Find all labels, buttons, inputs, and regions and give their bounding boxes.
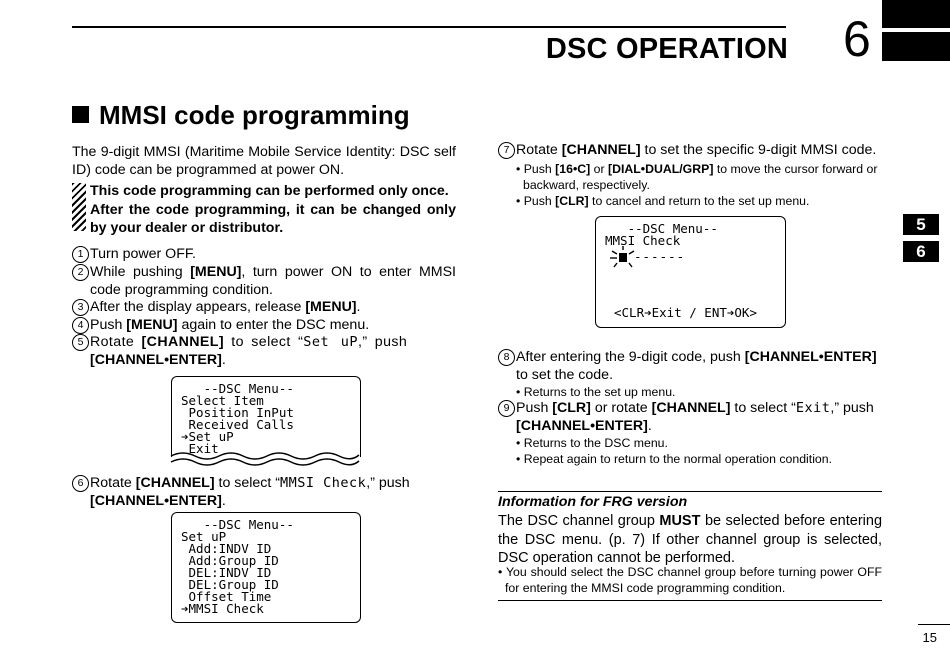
section-title [72, 100, 410, 131]
lcd-line: Select Item [181, 393, 264, 408]
step-number: 9 [498, 400, 515, 417]
lcd-torn-edge [168, 450, 362, 470]
step-number: 1 [72, 246, 89, 263]
step-7-bullet-1 [516, 161, 882, 193]
lcd-line: --DSC Menu-- [181, 517, 294, 532]
header-rule [72, 26, 786, 28]
chapter-number: 6 [843, 11, 871, 67]
square-bullet-icon [72, 106, 89, 123]
step-number: 4 [72, 317, 89, 334]
key-16c: [16•C] [555, 161, 591, 176]
lcd-text-set-up: Set uP [303, 334, 358, 350]
frg-bottom-rule [498, 600, 882, 601]
frg-text: be selected before entering the DSC menu. (p. 7) If other channel group is selected, DSC operation cannot be performed. [498, 513, 883, 566]
step-9 [498, 400, 882, 467]
step-text: to select “ [730, 400, 796, 416]
step-text: ,” push [358, 334, 408, 350]
lcd-line: Received Calls [181, 417, 294, 432]
chapter-tab-5[interactable]: 5 [903, 214, 939, 235]
bullet-text: • Push [516, 161, 556, 176]
lcd-digit-placeholders: ------ [634, 249, 686, 264]
lcd-line: --DSC Menu-- [181, 381, 294, 396]
step-text: again to enter the DSC menu. [177, 317, 370, 333]
step-text: Turn power OFF. [90, 246, 196, 262]
lcd-line: DEL:INDV ID [181, 565, 272, 580]
step-text: to select “ [223, 334, 304, 350]
key-channel-enter: [CHANNEL•ENTER] [516, 417, 648, 434]
key-channel: [CHANNEL] [651, 400, 731, 416]
step-text: . [356, 299, 361, 315]
bullet-text: to move the cursor forward or backward, respectively. [523, 161, 878, 192]
key-channel-enter: [CHANNEL•ENTER] [90, 351, 222, 368]
step-text: Push [90, 317, 127, 333]
step-text: Rotate [516, 142, 562, 158]
page-number-rule [918, 624, 950, 625]
step-4 [72, 317, 456, 335]
lcd-line: Offset Time [181, 589, 272, 604]
chapter-title: DSC OPERATION [545, 33, 788, 65]
step-text: . [221, 492, 226, 509]
caution-hatch-icon [72, 183, 86, 231]
step-7 [498, 142, 882, 209]
step-3 [72, 299, 456, 317]
key-clr: [CLR] [555, 193, 589, 208]
step-text: or rotate [590, 400, 652, 416]
frg-bullet: • You should select the DSC channel group before turning power OFF for entering the MMSI code programming condition. [498, 565, 882, 595]
step-8-bullet-1: • Returns to the set up menu. [516, 385, 676, 399]
step-9-bullet-2: • Repeat again to return to the normal operation condition. [516, 452, 833, 466]
step-text: to select “ [214, 475, 281, 491]
frg-top-rule [498, 491, 882, 492]
key-clr: [CLR] [552, 400, 591, 416]
bullet-text: to cancel and return to the set up menu. [588, 193, 810, 208]
key-channel: [CHANNEL] [561, 142, 641, 158]
key-menu: [MENU] [305, 299, 357, 315]
warning-line1: This code programming can be performed only once. [90, 183, 449, 199]
step-text: While pushing [90, 264, 191, 280]
lcd-line: Exit [181, 441, 219, 456]
step-7-bullet-2 [516, 193, 882, 209]
lcd-line: Add:INDV ID [181, 541, 272, 556]
step-text: Rotate [90, 475, 136, 491]
lcd-lines [181, 383, 294, 455]
key-menu: [MENU] [126, 317, 178, 333]
header-black-bar-bottom [882, 32, 950, 61]
lcd-screen-set-up [171, 512, 361, 623]
step-text: . [647, 417, 652, 434]
lcd-text-mmsi-check: MMSI Check [280, 475, 367, 491]
step-number: 8 [498, 349, 515, 366]
step-text: ,” push [830, 400, 874, 416]
key-channel: [CHANNEL] [135, 475, 215, 491]
step-2 [72, 264, 456, 299]
frg-emphasis: MUST [659, 513, 701, 529]
step-text: After the display appears, release [90, 299, 306, 315]
key-channel: [CHANNEL] [141, 334, 224, 350]
section-title-text: MMSI code programming [99, 100, 410, 130]
step-text: Push [516, 400, 553, 416]
key-channel-enter: [CHANNEL•ENTER] [744, 349, 877, 365]
step-text: ,” push [366, 475, 410, 491]
lcd-line: Add:Group ID [181, 553, 279, 568]
step-text: to set the code. [516, 366, 614, 383]
step-5 [72, 334, 456, 369]
step-text: Rotate [90, 334, 142, 350]
step-9-bullet-1: • Returns to the DSC menu. [516, 436, 668, 450]
key-menu: [MENU] [190, 264, 242, 280]
intro-paragraph: The 9-digit MMSI (Maritime Mobile Service Identity: DSC self ID) code can be programmed at power ON. [72, 144, 456, 178]
lcd-screen-dsc-menu [171, 376, 361, 457]
step-text: After entering the 9-digit code, push [516, 349, 745, 365]
step-1 [72, 246, 456, 264]
key-channel-enter: [CHANNEL•ENTER] [90, 492, 222, 509]
header-black-bar-top [882, 0, 950, 28]
warning-line2: After the code programming, it can be changed only by your dealer or distributor. [90, 202, 456, 236]
lcd-title: --DSC Menu-- [605, 221, 718, 236]
step-text: . [221, 351, 227, 368]
lcd-footer: <CLR➔Exit / ENT➔OK> [614, 305, 757, 320]
step-8 [498, 349, 882, 400]
lcd-line: DEL:Group ID [181, 577, 279, 592]
step-text: to set the specific 9-digit MMSI code. [640, 142, 877, 158]
frg-text: The DSC channel group [498, 513, 660, 529]
frg-heading: Information for FRG version [498, 494, 688, 510]
frg-paragraph [498, 512, 882, 568]
lcd-lines [181, 519, 294, 615]
lcd-line: ➔MMSI Check [181, 601, 264, 616]
page-number: 15 [922, 630, 937, 645]
lcd-line: Set uP [181, 529, 227, 544]
bullet-text: • Push [516, 193, 556, 208]
lcd-screen-mmsi-check [595, 216, 786, 328]
step-number: 2 [72, 264, 89, 281]
step-number: 3 [72, 299, 89, 316]
lcd-text-exit: Exit [795, 400, 831, 416]
lcd-line-mmsi: MMSI Check [605, 233, 681, 248]
step-6 [72, 475, 456, 510]
key-dial-dual-grp: [DIAL•DUAL/GRP] [608, 161, 714, 176]
step-number: 6 [72, 475, 89, 492]
step-text: , turn power ON to enter MMSI code programming condition. [90, 264, 456, 298]
bullet-text: or [590, 161, 609, 176]
step-number: 7 [498, 142, 515, 159]
lcd-line: Position InPut [181, 405, 294, 420]
chapter-tab-6[interactable]: 6 [903, 241, 939, 262]
step-number: 5 [72, 334, 89, 351]
lcd-line: ➔Set uP [181, 429, 234, 444]
